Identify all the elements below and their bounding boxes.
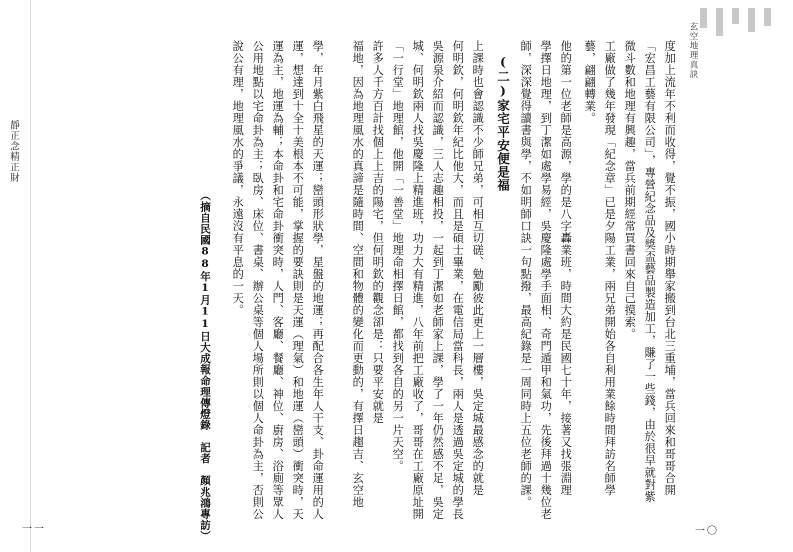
source-citation: （摘自民國88年1月11日大成報命理傳燈錄 記者 顏兆鴻專訪） xyxy=(199,190,211,542)
scan-smudge xyxy=(700,8,707,28)
text-column: 度加上流年不利而收得，覺不振，國小時期舉家搬到台北三重埔，當兵回來和哥哥合開 xyxy=(663,40,677,496)
left-page-text xyxy=(231,40,332,520)
text-column: 運為主，地運為輔；本命卦和宅命卦衝突時，人門、客廳、餐廳、神位、廚房、浴廁等眾人 xyxy=(271,40,285,520)
running-head: 玄空地理真訣 xyxy=(688,22,698,79)
text-column: 他的第一位老師是高源，學的是八字轟業班，時間大約是民國七十年，接著又找張淵理 xyxy=(559,40,573,496)
page-number-right: 一〇 xyxy=(695,526,719,537)
text-column: 上課時也會認識不少師兄弟，可相互切磋、勉勵彼此更上一層樓，吳定城最感念的就是 xyxy=(471,40,485,496)
text-column: 說公有理，地理風水的爭議，永遠沒有平息的一天。 xyxy=(231,40,245,316)
section-heading: (二)家宅平安便是福 xyxy=(495,54,511,192)
text-column: 「宏昌工藝有限公司」，專營紀念品及獎盃藝品製造加工，賺了一些錢，由於很早就對紫 xyxy=(643,40,657,503)
scan-smudge xyxy=(716,8,723,36)
text-column: 福地，因為地理風水的真諦是隨時間、空間和物體的變化而更動的，有擇日趨吉、玄空地 xyxy=(351,40,365,508)
section-text xyxy=(322,40,472,520)
right-page-text xyxy=(468,40,678,520)
page-fold xyxy=(30,0,31,552)
text-column: 許多人千方百計找個上上吉的陽宅，但何明欽的觀念卻是：只要平安就是 xyxy=(371,40,385,424)
text-column: 學，年月紫白飛星的天運；巒頭形狀學，星盤的地運；再配合各生年人干支、卦命運用的人 xyxy=(311,40,325,520)
page-number-left: 一一 xyxy=(22,524,46,535)
scan-smudge xyxy=(732,8,739,24)
text-column: 師，深深覺得讀書與學，不如明師口訣一句點撥，最高紀錄是一周同時上五位老師的課。 xyxy=(519,40,533,508)
text-column: 吳源泉介紹而認識，三人志趣相投，一起到丁潔如老師家上課，學了一年仍然感不足，吳定 xyxy=(431,40,445,520)
text-column: 「一行堂」地理館，他開「一善堂」地理命相擇日館，都找到各自的另一片天空。 xyxy=(391,40,405,472)
text-column: 運，想達到十全十美根本不可能，掌握的要訣則是天運（理氣）和地運（巒頭）衝突時，天 xyxy=(291,40,305,520)
text-column: 城、何明欽兩人找吳慶隆上精進班，功力大有精進，八年前把工廠收了，哥哥在工廠原址開 xyxy=(411,40,425,520)
text-column: 工廠做了幾年發現「紀念章」已是夕陽工業，兩兄弟開始各自利用業餘時間拜訪名師學 xyxy=(603,40,617,496)
margin-note: 靜正念精正財 xyxy=(8,120,19,183)
text-column: 公用地點以宅命卦為主；臥房、床位、書桌、辦公桌等個人場所則以個人命卦為主，否則公 xyxy=(251,40,265,520)
text-column: 微斗數和地理有興趣，當兵前期經常買書回來自己摸索。 xyxy=(623,40,637,340)
scan-smudge xyxy=(764,8,771,26)
text-column: 藝，翩翩轉業。 xyxy=(583,40,597,124)
text-column: 何明欽，何明欽年紀比他大，而且是碩士畢業，在電信局當科長，兩人是透過吳定城的學長 xyxy=(451,40,465,520)
scan-smudge xyxy=(748,8,755,32)
text-column: 學擇日地理，到丁潔如處學易經，吳慶隆處學手面相、奇門遁甲和氣功，先後拜過十幾位老 xyxy=(539,40,553,520)
